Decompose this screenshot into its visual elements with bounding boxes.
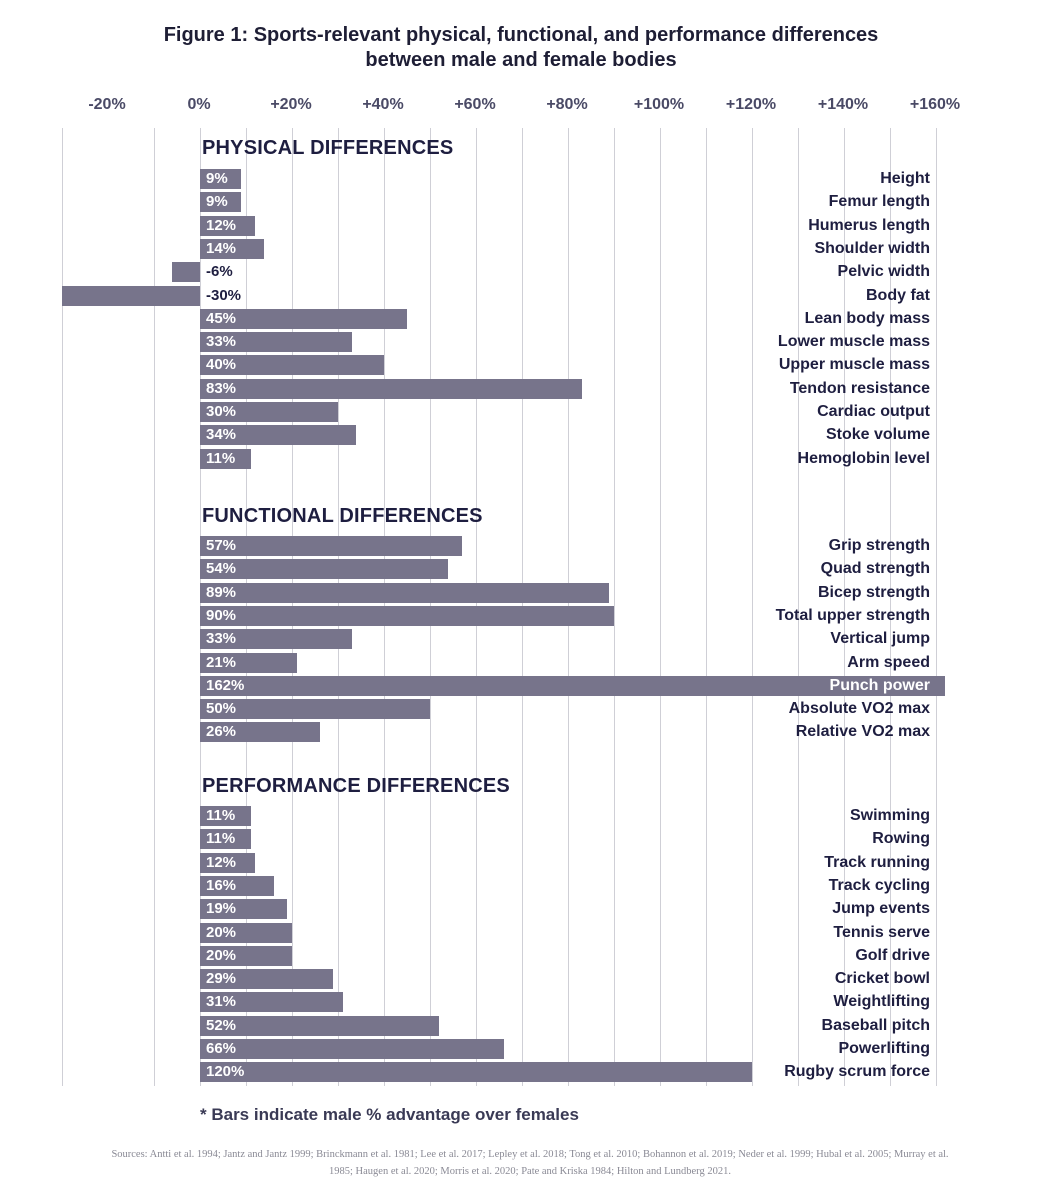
bar [200, 1062, 752, 1082]
x-tick-label: +140% [817, 96, 869, 113]
gridline [154, 128, 155, 1086]
category-label: Powerlifting [838, 1040, 930, 1057]
category-label: Shoulder width [814, 240, 930, 257]
category-label: Quad strength [820, 560, 930, 577]
x-tick-label: 0% [187, 96, 211, 113]
bar-value-label: 12% [206, 854, 237, 871]
gridline [614, 128, 615, 1086]
category-label: Lean body mass [804, 310, 930, 327]
chart-subtitle: between male and female bodies [365, 49, 677, 71]
bar-value-label: 31% [206, 993, 237, 1010]
bar-value-label: 11% [206, 830, 236, 847]
category-label: Swimming [849, 807, 930, 824]
bar-value-label: 89% [206, 584, 237, 601]
bar-value-label: 45% [206, 310, 237, 327]
category-label: Pelvic width [837, 263, 930, 280]
bar-value-label: 20% [206, 947, 237, 964]
bar-value-label: 120% [206, 1063, 245, 1080]
category-label: Hemoglobin level [797, 450, 930, 467]
bar-value-label: -6% [206, 263, 233, 280]
category-label: Upper muscle mass [778, 356, 930, 373]
x-tick-label: +100% [633, 96, 685, 113]
category-label: Tennis serve [833, 924, 930, 941]
bar-value-label: 66% [206, 1040, 237, 1057]
bar-value-label: 9% [206, 193, 228, 210]
x-tick-label: -20% [88, 96, 126, 113]
category-label: Cardiac output [817, 403, 930, 420]
category-label: Height [880, 170, 930, 187]
category-label: Weightlifting [833, 993, 930, 1010]
category-label: Lower muscle mass [777, 333, 930, 350]
bar-value-label: 57% [206, 537, 237, 554]
bar-value-label: 30% [206, 403, 237, 420]
category-label: Track running [824, 854, 930, 871]
category-label: Golf drive [855, 947, 930, 964]
bar-value-label: 54% [206, 560, 237, 577]
category-label: Relative VO2 max [795, 723, 930, 740]
bar-value-label: 26% [206, 723, 237, 740]
sources: Sources: Antti et al. 1994; Jantz and Jantz 1999; Brinckmann et al. 1981; Lee et al. 2017; Lepley et al. 2018; Tong et al. 2010; Bohannon et al. 2019; Neder et al. 1999; Hubal et al. 2005; Murray et al. 1985; Haugen et al. 2020; Morris et al. 2020; Pate and Kriska 1984; Hilton and Lundberg 2021. [111, 1149, 949, 1177]
gridline [660, 128, 661, 1086]
section-title: FUNCTIONAL DIFFERENCES [202, 505, 483, 527]
x-tick-label: +80% [546, 96, 588, 113]
bar [200, 583, 609, 603]
bar-value-label: 33% [206, 630, 237, 647]
bar [200, 559, 448, 579]
bar-value-label: 11% [206, 807, 236, 824]
category-label: Absolute VO2 max [788, 700, 930, 717]
category-label: Rugby scrum force [784, 1063, 930, 1080]
bar [62, 286, 200, 306]
bar-value-label: 16% [206, 877, 237, 894]
bar-value-label: 34% [206, 426, 237, 443]
x-tick-label: +120% [725, 96, 777, 113]
gridline [706, 128, 707, 1086]
category-label: Vertical jump [830, 630, 930, 647]
section-title: PHYSICAL DIFFERENCES [202, 137, 454, 159]
category-label: Humerus length [808, 217, 930, 234]
gridline [936, 128, 937, 1086]
gridline [62, 128, 63, 1086]
x-tick-label: +20% [270, 96, 312, 113]
category-label: Tendon resistance [789, 380, 930, 397]
bar [172, 262, 200, 282]
bar-value-label: 11% [206, 450, 236, 467]
category-label: Arm speed [847, 654, 930, 671]
x-tick-label: +160% [909, 96, 961, 113]
bar-value-label: 50% [206, 700, 237, 717]
x-tick-label: +40% [362, 96, 404, 113]
category-label: Body fat [866, 287, 930, 304]
bar-value-label: 83% [206, 380, 237, 397]
bar-value-label: 9% [206, 170, 228, 187]
category-label: Stoke volume [825, 426, 930, 443]
bar [200, 606, 614, 626]
category-label: Cricket bowl [834, 970, 930, 987]
bar-value-label: 90% [206, 607, 237, 624]
bar [200, 536, 462, 556]
bar-value-label: 52% [206, 1017, 237, 1034]
bar-value-label: 20% [206, 924, 237, 941]
x-tick-label: +60% [454, 96, 496, 113]
section-title: PERFORMANCE DIFFERENCES [202, 775, 510, 797]
category-label: Total upper strength [775, 607, 930, 624]
bar-value-label: 12% [206, 217, 237, 234]
bar [200, 1039, 504, 1059]
category-label: Punch power [829, 677, 930, 694]
chart-title: Figure 1: Sports-relevant physical, functional, and performance differences [163, 24, 879, 46]
bar-value-label: 14% [206, 240, 237, 257]
category-label: Baseball pitch [821, 1017, 930, 1034]
category-label: Bicep strength [817, 584, 930, 601]
bar-value-label: 29% [206, 970, 237, 987]
bar-value-label: 162% [206, 677, 245, 694]
category-label: Jump events [832, 900, 930, 917]
bar-value-label: -30% [206, 287, 242, 304]
bar-value-label: 21% [206, 654, 237, 671]
bar-value-label: 40% [206, 356, 237, 373]
bar [200, 379, 582, 399]
bar-value-label: 19% [206, 900, 237, 917]
bar-value-label: 33% [206, 333, 237, 350]
category-label: Track cycling [828, 877, 930, 894]
footnote: * Bars indicate male % advantage over females [200, 1105, 579, 1124]
category-label: Grip strength [828, 537, 930, 554]
category-label: Femur length [828, 193, 930, 210]
category-label: Rowing [872, 830, 930, 847]
gridline [752, 128, 753, 1086]
